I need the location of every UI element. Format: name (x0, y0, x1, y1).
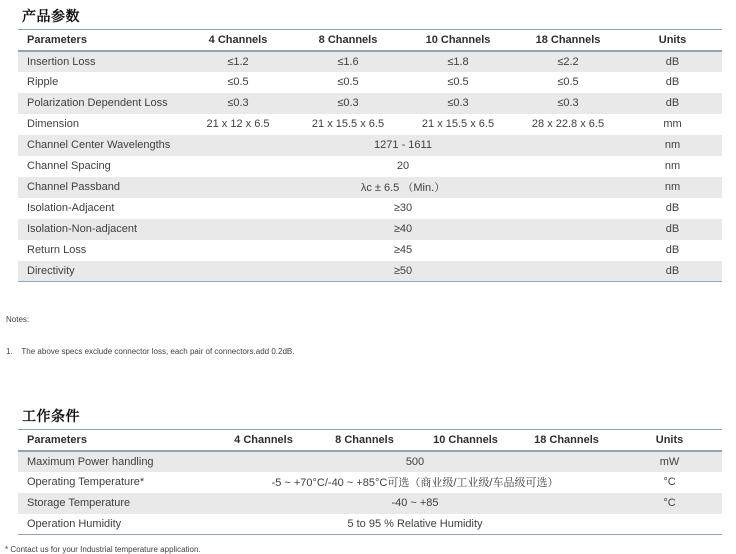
parameter-label: Storage Temperature (27, 497, 131, 510)
table-header-row (18, 30, 722, 51)
unit-cell: nm (664, 160, 681, 172)
column-header-units: Units (655, 434, 684, 447)
column-header-10-channels: 10 Channels (433, 434, 498, 447)
merged-value-cell: ≥50 (393, 264, 413, 277)
working-conditions-table (18, 429, 722, 535)
table-row (18, 261, 722, 282)
table-row (18, 51, 722, 72)
working-conditions-section (0, 406, 736, 554)
merged-value-cell: ≥40 (393, 223, 413, 235)
value-cell: ≤0.3 (447, 97, 469, 109)
parameter-label: Isolation-Adjacent (27, 202, 115, 214)
parameter-label: Dimension (27, 118, 79, 130)
table-row (18, 156, 722, 177)
footnote: * Contact us for your Industrial temperature application. (5, 545, 201, 554)
column-header-4-channels: 4 Channels (208, 33, 268, 46)
note-item: 1. The above specs exclude connector loss, each pair of connectors.add 0.2dB. (6, 346, 295, 356)
parameter-label: Insertion Loss (27, 55, 96, 68)
table-row (18, 177, 722, 198)
unit-cell: dB (665, 76, 680, 88)
unit-cell: nm (664, 181, 681, 193)
value-cell: ≤0.5 (447, 76, 469, 88)
table-row (18, 472, 722, 493)
unit-cell: dB (665, 244, 680, 256)
merged-value-cell: ≥30 (393, 202, 413, 214)
unit-cell: mW (659, 455, 680, 468)
table-row (18, 240, 722, 261)
unit-cell: nm (664, 139, 681, 151)
value-cell: ≤2.2 (557, 55, 579, 68)
notes-title: Notes: (6, 314, 30, 324)
table-row (18, 114, 722, 135)
table-row (18, 514, 722, 535)
table-row (18, 219, 722, 240)
merged-value-cell: 20 (396, 160, 410, 172)
column-header-8-channels: 8 Channels (335, 434, 394, 447)
merged-value-cell: -5 ~ +70°C/-40 ~ +85°C可选（商业级/工业级/车品级可选） (271, 477, 559, 490)
parameter-label: Isolation-Non-adjacent (27, 223, 138, 235)
parameter-label: Polarization Dependent Loss (27, 97, 168, 109)
value-cell: ≤1.8 (447, 55, 469, 68)
table-row (18, 93, 722, 114)
column-header-parameters: Parameters (27, 33, 87, 46)
value-cell: ≤0.3 (227, 97, 249, 109)
column-header-8-channels: 8 Channels (318, 33, 378, 46)
value-cell: ≤0.5 (337, 76, 359, 88)
parameter-label: Directivity (27, 264, 75, 277)
column-header-10-channels: 10 Channels (425, 33, 491, 46)
parameter-label: Operation Humidity (27, 518, 122, 531)
unit-cell: dB (665, 264, 680, 277)
notes-block (6, 293, 736, 379)
product-parameters-section (0, 6, 736, 379)
unit-cell: dB (665, 97, 680, 109)
unit-cell: mm (663, 118, 682, 130)
section-title-working-conditions: 工作条件 (22, 408, 80, 425)
table-row (18, 451, 722, 472)
unit-cell (617, 514, 722, 535)
column-header-units: Units (658, 33, 687, 46)
unit-cell: dB (665, 223, 680, 235)
merged-value-cell: -40 ~ +85 (391, 497, 439, 510)
table-row (18, 493, 722, 514)
column-header-18-channels: 18 Channels (535, 33, 601, 46)
unit-cell: dB (665, 202, 680, 214)
table-row (18, 72, 722, 93)
column-header-4-channels: 4 Channels (234, 434, 293, 447)
column-header-parameters: Parameters (27, 434, 87, 447)
unit-cell: dB (665, 55, 680, 68)
parameter-label: Ripple (27, 76, 59, 88)
value-cell: ≤1.2 (227, 55, 249, 68)
value-cell: ≤0.5 (557, 76, 579, 88)
parameter-label: Channel Center Wavelengths (27, 139, 171, 151)
merged-value-cell: λc ± 6.5 （Min.） (360, 182, 446, 194)
table-row (18, 135, 722, 156)
value-cell: 21 x 15.5 x 6.5 (421, 118, 495, 130)
value-cell: 21 x 12 x 6.5 (206, 118, 270, 130)
parameter-label: Operating Temperature* (27, 476, 145, 489)
parameter-label: Channel Passband (27, 181, 120, 193)
table-header-row (18, 430, 722, 451)
table-row (18, 198, 722, 219)
merged-value-cell: 500 (405, 455, 425, 468)
value-cell: ≤0.3 (557, 97, 579, 109)
parameter-label: Maximum Power handling (27, 455, 154, 468)
unit-cell: °C (663, 476, 676, 489)
value-cell: 28 x 22.8 x 6.5 (531, 118, 605, 130)
datasheet-page (0, 6, 736, 554)
value-cell: 21 x 15.5 x 6.5 (311, 118, 385, 130)
merged-value-cell: 1271 - 1611 (374, 139, 432, 151)
section-title-product-parameters: 产品参数 (22, 8, 80, 24)
product-parameters-table (18, 29, 722, 282)
merged-value-cell: 5 to 95 % Relative Humidity (347, 518, 483, 531)
unit-cell: °C (663, 497, 676, 510)
parameter-label: Channel Spacing (27, 160, 111, 172)
value-cell: ≤1.6 (337, 55, 359, 68)
value-cell: ≤0.5 (227, 76, 249, 88)
value-cell: ≤0.3 (337, 97, 359, 109)
parameter-label: Return Loss (27, 244, 87, 256)
column-header-18-channels: 18 Channels (534, 434, 599, 447)
merged-value-cell: ≥45 (393, 244, 413, 256)
